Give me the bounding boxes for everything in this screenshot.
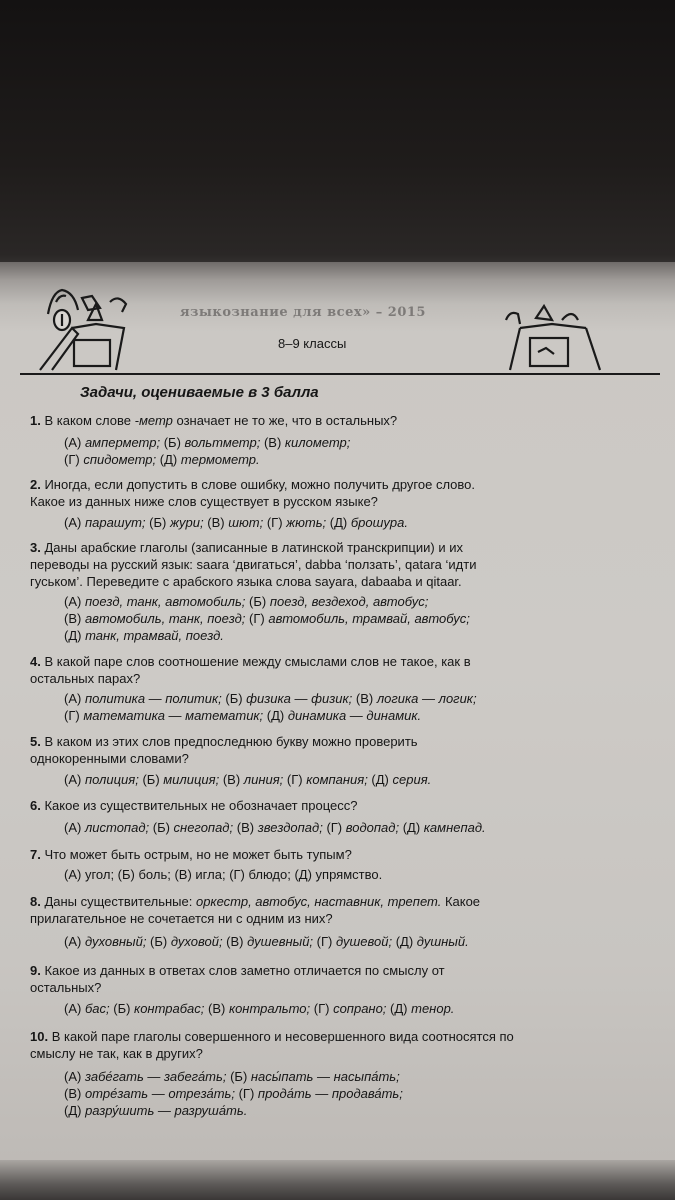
question-text: Какое bbox=[441, 894, 481, 909]
options-line: (А) политика — политик; (Б) физика — физик; (В) логика — логик; bbox=[64, 691, 477, 706]
question-text: В какой паре глаголы совершенного и несовершенного вида соотносятся по bbox=[48, 1029, 514, 1044]
question-number: 3. bbox=[30, 540, 41, 555]
question-text: Даны арабские глаголы (записанные в латинской транскрипции) и их bbox=[40, 540, 463, 555]
question-number: 2. bbox=[30, 477, 41, 492]
options-line: (В) автомобиль, танк, поезд; (Г) автомобиль, трамвай, автобус; bbox=[64, 611, 470, 626]
question-number: 8. bbox=[30, 894, 41, 909]
grade-label: 8–9 классы bbox=[278, 336, 347, 351]
options-line: (А) поезд, танк, автомобиль; (Б) поезд, вездеход, автобус; bbox=[64, 594, 429, 609]
question-text: означает не то же, что в остальных? bbox=[172, 413, 398, 428]
question-10 bbox=[30, 1028, 620, 1062]
contest-name: языкознание для всех» – 2015 bbox=[180, 305, 426, 320]
options-line: (Г) математика — математик; (Д) динамика — динамик. bbox=[64, 708, 422, 723]
question-7-options bbox=[64, 866, 624, 883]
options-line: (Д) танк, трамвай, поезд. bbox=[64, 628, 224, 643]
question-number: 5. bbox=[30, 734, 41, 749]
question-text: В каком слове bbox=[40, 413, 135, 428]
question-text: переводы на русский язык: saara ‘двигаться’, dabba ‘ползать’, qatara ‘идти bbox=[30, 557, 477, 572]
question-text: гуськом’. Переведите с арабского языка слова sayara, dabaaba и qitaar. bbox=[30, 574, 462, 589]
top-shadow bbox=[0, 0, 675, 300]
question-number: 6. bbox=[30, 798, 41, 813]
question-5 bbox=[30, 733, 620, 767]
question-text: смыслу не так, как в других? bbox=[30, 1046, 203, 1061]
question-4-options bbox=[64, 690, 624, 724]
question-number: 9. bbox=[30, 963, 41, 978]
question-6-options bbox=[64, 819, 624, 836]
question-term: -метр bbox=[134, 413, 173, 428]
options-line: (Г) спидометр; (Д) термометр. bbox=[64, 452, 260, 467]
question-9-options bbox=[64, 1000, 624, 1017]
question-text: Какое из данных ниже слов существует в русском языке? bbox=[30, 494, 378, 509]
question-text: В какой паре слов соотношение между смыслами слов не такое, как в bbox=[40, 654, 471, 669]
question-4 bbox=[30, 653, 620, 687]
options-line: (А) духовный; (Б) духовой; (В) душевный; (Г) душевой; (Д) душный. bbox=[64, 934, 469, 949]
question-5-options bbox=[64, 771, 624, 788]
right-letter-a-figure bbox=[506, 306, 600, 370]
question-text: прилагательное не сочетается ни с одним из них? bbox=[30, 911, 333, 926]
document-page bbox=[0, 262, 675, 1162]
options-line: (А) угол; (Б) боль; (В) игла; (Г) блюдо; (Д) упрямство. bbox=[64, 867, 383, 882]
question-text: остальных парах? bbox=[30, 671, 141, 686]
question-2 bbox=[30, 476, 620, 510]
question-text: однокоренными словами? bbox=[30, 751, 189, 766]
options-line: (А) полиция; (Б) милиция; (В) линия; (Г) компания; (Д) серия. bbox=[64, 772, 432, 787]
question-6 bbox=[30, 797, 620, 814]
question-text: Иногда, если допустить в слове ошибку, можно получить другое слово. bbox=[40, 477, 476, 492]
question-number: 10. bbox=[30, 1029, 49, 1044]
paper-bottom-edge bbox=[0, 1160, 675, 1200]
question-9 bbox=[30, 962, 620, 996]
question-8 bbox=[30, 893, 620, 927]
question-1 bbox=[30, 412, 620, 429]
options-line: (А) амперметр; (Б) вольтметр; (В) километр; bbox=[64, 435, 351, 450]
question-10-options bbox=[64, 1068, 624, 1119]
options-line: (А) бас; (Б) контрабас; (В) контральто; (Г) сопрано; (Д) тенор. bbox=[64, 1001, 455, 1016]
header-illustration bbox=[0, 262, 675, 382]
left-letter-a-figure bbox=[20, 290, 660, 374]
question-nouns: оркестр, автобус, наставник, трепет. bbox=[195, 894, 442, 909]
question-number: 1. bbox=[30, 413, 41, 428]
question-1-options bbox=[64, 434, 624, 468]
question-2-options bbox=[64, 514, 624, 531]
options-line: (А) листопад; (Б) снегопад; (В) звездопад; (Г) водопад; (Д) камнепад. bbox=[64, 820, 486, 835]
question-text: Какое из данных в ответах слов заметно отличается по смыслу от bbox=[40, 963, 445, 978]
options-line: (А) забе́гать — забега́ть; (Б) насы́пать — насыпа́ть; bbox=[64, 1069, 400, 1084]
question-text: остальных? bbox=[30, 980, 102, 995]
question-text: Что может быть острым, но не может быть тупым? bbox=[40, 847, 352, 862]
question-number: 7. bbox=[30, 847, 41, 862]
question-8-options bbox=[64, 933, 624, 950]
question-text: Даны существительные: bbox=[40, 894, 196, 909]
options-line: (В) отре́зать — отреза́ть; (Г) прода́ть — продава́ть; bbox=[64, 1086, 403, 1101]
question-7 bbox=[30, 846, 620, 863]
question-text: Какое из существительных не обозначает процесс? bbox=[40, 798, 358, 813]
question-3-options bbox=[64, 593, 624, 644]
options-line: (А) парашут; (Б) жури; (В) шют; (Г) жють; (Д) брошура. bbox=[64, 515, 408, 530]
question-text: В каком из этих слов предпоследнюю букву можно проверить bbox=[40, 734, 418, 749]
options-line: (Д) разру́шить — разруша́ть. bbox=[64, 1103, 248, 1118]
question-number: 4. bbox=[30, 654, 41, 669]
question-3 bbox=[30, 539, 620, 590]
section-title: Задачи, оцениваемые в 3 балла bbox=[80, 384, 319, 401]
